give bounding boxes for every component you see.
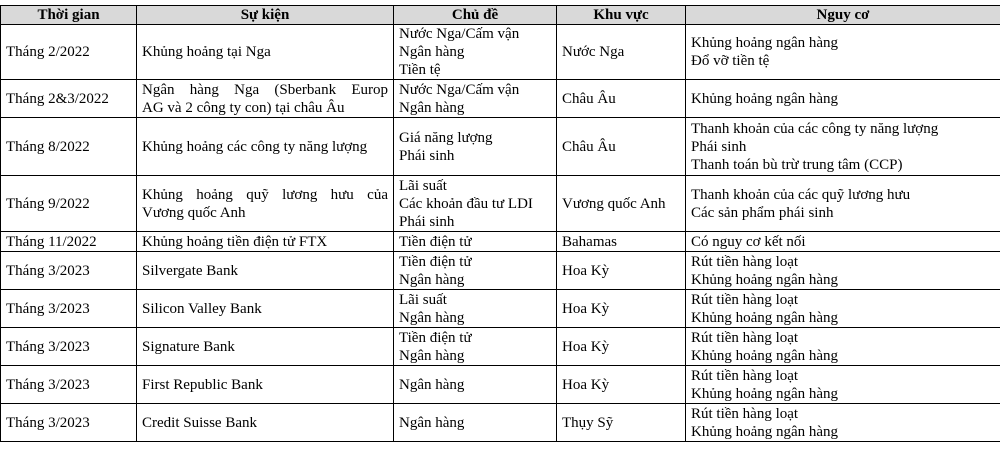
cell-topic [394, 366, 557, 404]
cell-risk-line: Khủng hoảng ngân hàng [691, 347, 839, 364]
cell-event-line: Ngân hàng Nga (Sberbank Europ [142, 81, 388, 98]
cell-topic-line: Ngân hàng [399, 347, 465, 364]
cell-event [137, 366, 394, 404]
cell-event-line: First Republic Bank [142, 376, 263, 393]
header-event: Sự kiện [137, 6, 394, 25]
cell-event [137, 252, 394, 290]
cell-risk [686, 290, 1000, 328]
cell-region: Hoa Kỳ [557, 252, 686, 290]
cell-topic-line: Tiền điện tử [399, 253, 472, 270]
cell-time: Tháng 2&3/2022 [1, 80, 137, 118]
table-row [1, 290, 1000, 328]
cell-topic-line: Giá năng lượng [399, 129, 493, 146]
cell-time: Tháng 9/2022 [1, 176, 137, 232]
cell-risk-line: Khủng hoảng ngân hàng [691, 423, 839, 440]
cell-risk-line: Có nguy cơ kết nối [691, 233, 806, 250]
cell-event [137, 290, 394, 328]
cell-event-line: Khủng hoảng tiền điện tử FTX [142, 233, 328, 250]
cell-topic-line: Lãi suất [399, 177, 447, 194]
cell-region: Bahamas [557, 232, 686, 252]
cell-risk-line: Khủng hoảng ngân hàng [691, 90, 839, 107]
cell-event-line: Vương quốc Anh [142, 204, 246, 221]
table-row [1, 252, 1000, 290]
cell-topic-line: Nước Nga/Cấm vận [399, 26, 520, 42]
cell-risk [686, 404, 1000, 442]
cell-topic-line: Tiền điện tử [399, 233, 472, 250]
cell-topic-line: Ngân hàng [399, 309, 465, 326]
cell-topic-line: Ngân hàng [399, 99, 465, 116]
header-row [1, 6, 1000, 25]
cell-time: Tháng 3/2023 [1, 366, 137, 404]
cell-event-line: Credit Suisse Bank [142, 414, 257, 431]
cell-topic-line: Nước Nga/Cấm vận [399, 81, 520, 98]
cell-risk-line: Khủng hoảng ngân hàng [691, 271, 839, 288]
events-table [0, 5, 1000, 442]
cell-event-line: Khủng hoảng quỹ lương hưu của [142, 186, 388, 203]
cell-topic-line: Lãi suất [399, 291, 447, 308]
cell-region: Vương quốc Anh [557, 176, 686, 232]
cell-time: Tháng 11/2022 [1, 232, 137, 252]
cell-risk-line: Rút tiền hàng loạt [691, 405, 799, 422]
cell-event [137, 118, 394, 176]
cell-topic [394, 290, 557, 328]
cell-topic-line: Ngân hàng [399, 376, 465, 393]
cell-risk-line: Thanh khoản của các quỹ lương hưu [691, 186, 911, 203]
cell-event-line: Khủng hoảng tại Nga [142, 44, 271, 60]
table-row [1, 176, 1000, 232]
cell-risk-line: Khủng hoảng ngân hàng [691, 385, 839, 402]
header-risk: Nguy cơ [686, 6, 1000, 25]
cell-event [137, 176, 394, 232]
cell-topic [394, 80, 557, 118]
cell-risk-line: Khủng hoảng ngân hàng [691, 35, 839, 51]
cell-topic [394, 232, 557, 252]
cell-event-line: AG và 2 công ty con) tại châu Âu [142, 99, 345, 116]
cell-risk-line: Rút tiền hàng loạt [691, 291, 799, 308]
table-body [1, 25, 1000, 442]
cell-topic-line: Tiền điện tử [399, 329, 472, 346]
cell-event [137, 232, 394, 252]
cell-risk-line: Đổ vỡ tiền tệ [691, 53, 770, 69]
cell-region: Hoa Kỳ [557, 328, 686, 366]
cell-topic [394, 118, 557, 176]
cell-risk [686, 176, 1000, 232]
cell-event-line: Signature Bank [142, 338, 235, 355]
cell-event [137, 404, 394, 442]
cell-topic-line: Phái sinh [399, 213, 455, 230]
cell-region: Thụy Sỹ [557, 404, 686, 442]
cell-risk-line: Khủng hoảng ngân hàng [691, 309, 839, 326]
header-region: Khu vực [557, 6, 686, 25]
cell-region: Châu Âu [557, 80, 686, 118]
cell-region: Châu Âu [557, 118, 686, 176]
cell-risk-line: Phái sinh [691, 138, 747, 155]
cell-time: Tháng 3/2023 [1, 404, 137, 442]
cell-topic [394, 328, 557, 366]
cell-risk-line: Thanh toán bù trừ trung tâm (CCP) [691, 156, 903, 173]
cell-risk [686, 118, 1000, 176]
cell-risk-line: Rút tiền hàng loạt [691, 329, 799, 346]
cell-topic [394, 252, 557, 290]
table-row [1, 404, 1000, 442]
cell-time: Tháng 8/2022 [1, 118, 137, 176]
header-time: Thời gian [1, 6, 137, 25]
cell-risk [686, 25, 1000, 80]
table-row [1, 118, 1000, 176]
cell-region: Nước Nga [557, 25, 686, 80]
cell-topic-line: Ngân hàng [399, 414, 465, 431]
cell-risk-line: Rút tiền hàng loạt [691, 253, 799, 270]
cell-event [137, 328, 394, 366]
cell-risk [686, 80, 1000, 118]
cell-time: Tháng 3/2023 [1, 290, 137, 328]
cell-event-line: Silicon Valley Bank [142, 300, 262, 317]
cell-risk [686, 252, 1000, 290]
cell-topic-line: Phái sinh [399, 147, 455, 164]
header-topic: Chủ đề [394, 6, 557, 25]
table-row [1, 328, 1000, 366]
cell-topic-line: Tiền tệ [399, 62, 441, 78]
cell-region: Hoa Kỳ [557, 290, 686, 328]
cell-event [137, 80, 394, 118]
cell-risk [686, 366, 1000, 404]
cell-event-line: Khủng hoảng các công ty năng lượng [142, 138, 368, 155]
cell-time: Tháng 3/2023 [1, 328, 137, 366]
table-row [1, 232, 1000, 252]
cell-topic [394, 25, 557, 80]
cell-risk-line: Rút tiền hàng loạt [691, 367, 799, 384]
cell-risk-line: Các sản phẩm phái sinh [691, 204, 834, 221]
cell-topic-line: Ngân hàng [399, 271, 465, 288]
cell-event-line: Silvergate Bank [142, 262, 238, 279]
cell-risk [686, 328, 1000, 366]
cell-topic-line: Các khoản đầu tư LDI [399, 195, 533, 212]
cell-time: Tháng 3/2023 [1, 252, 137, 290]
cell-risk-line: Thanh khoản của các công ty năng lượng [691, 120, 939, 137]
cell-topic-line: Ngân hàng [399, 44, 465, 60]
cell-region: Hoa Kỳ [557, 366, 686, 404]
cell-topic [394, 404, 557, 442]
table-row [1, 80, 1000, 118]
cell-event [137, 25, 394, 80]
table-row [1, 25, 1000, 80]
cell-risk [686, 232, 1000, 252]
cell-time: Tháng 2/2022 [1, 25, 137, 80]
cell-topic [394, 176, 557, 232]
table-row [1, 366, 1000, 404]
